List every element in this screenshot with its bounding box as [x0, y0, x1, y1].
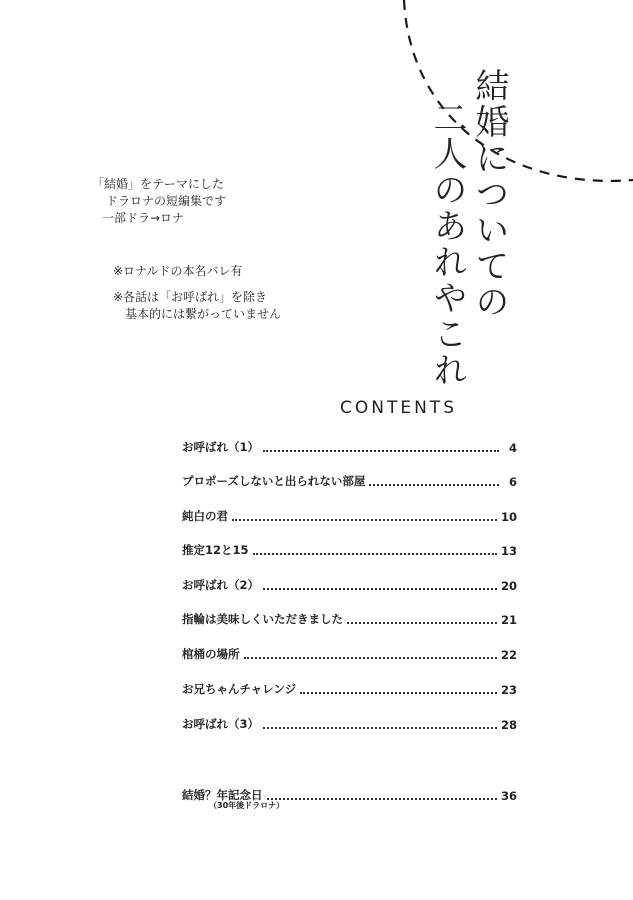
toc-title: お呼ばれ（2）	[182, 578, 260, 592]
toc-leader	[267, 797, 497, 800]
note-line: 基本的には繋がっていません	[125, 307, 282, 321]
toc-row[interactable]	[182, 575, 517, 593]
toc-leader	[300, 691, 497, 694]
toc-title: お兄ちゃんチャレンジ	[182, 682, 297, 696]
toc-row[interactable]	[182, 644, 517, 662]
toc-row[interactable]	[182, 714, 517, 732]
toc-row[interactable]	[182, 609, 517, 627]
toc-title: 棺桶の場所	[182, 647, 240, 661]
toc-leader	[244, 656, 497, 659]
title-line-2: 二人のあれやこれ	[427, 100, 467, 388]
intro-line: ドラロナの短編集です	[106, 194, 227, 208]
toc-title: お呼ばれ（3）	[182, 717, 260, 731]
title-line-1: 結婚についての	[469, 68, 509, 320]
toc-row[interactable]	[182, 540, 517, 558]
toc-leader	[263, 726, 497, 729]
toc-leader	[263, 449, 499, 452]
toc-page: 21	[500, 613, 517, 627]
toc-subtitle: （30年後ドラロナ）	[209, 801, 285, 810]
toc-page: 4	[508, 441, 517, 455]
toc-leader	[232, 518, 497, 521]
toc-page: 28	[500, 718, 517, 732]
toc-row[interactable]	[182, 437, 517, 455]
intro-text	[92, 176, 226, 227]
contents-heading: CONTENTS	[340, 398, 457, 418]
toc-title: 推定12と15	[182, 543, 249, 557]
intro-line: 「結婚」をテーマにした	[92, 177, 225, 191]
toc-title: 指輪は美味しくいただきました	[182, 612, 343, 626]
toc-title: お呼ばれ（1）	[182, 440, 260, 454]
toc-page: 20	[500, 579, 517, 593]
note-line: ※各話は「お呼ばれ」を除き	[113, 290, 268, 304]
toc-page: 23	[500, 683, 517, 697]
toc-page: 13	[500, 544, 517, 558]
toc-title: 結婚？年記念日	[182, 788, 263, 802]
note-continuity	[113, 289, 281, 323]
toc-page: 6	[508, 475, 517, 489]
toc-row[interactable]	[182, 506, 517, 524]
toc-title: 純白の君	[182, 509, 228, 523]
toc-leader	[253, 552, 497, 555]
toc-row[interactable]	[182, 471, 517, 489]
toc-leader	[369, 483, 499, 486]
intro-line: 一部ドラ→ロナ	[102, 211, 185, 225]
toc-page: 36	[500, 789, 517, 803]
note-realname: ※ロナルドの本名バレ有	[113, 264, 243, 278]
toc-leader	[347, 621, 497, 624]
toc-page: 22	[500, 648, 517, 662]
toc-title: プロポーズしないと出られない部屋	[182, 474, 366, 488]
toc-page: 10	[500, 510, 517, 524]
toc-leader	[263, 587, 497, 590]
toc-row[interactable]	[182, 679, 517, 697]
